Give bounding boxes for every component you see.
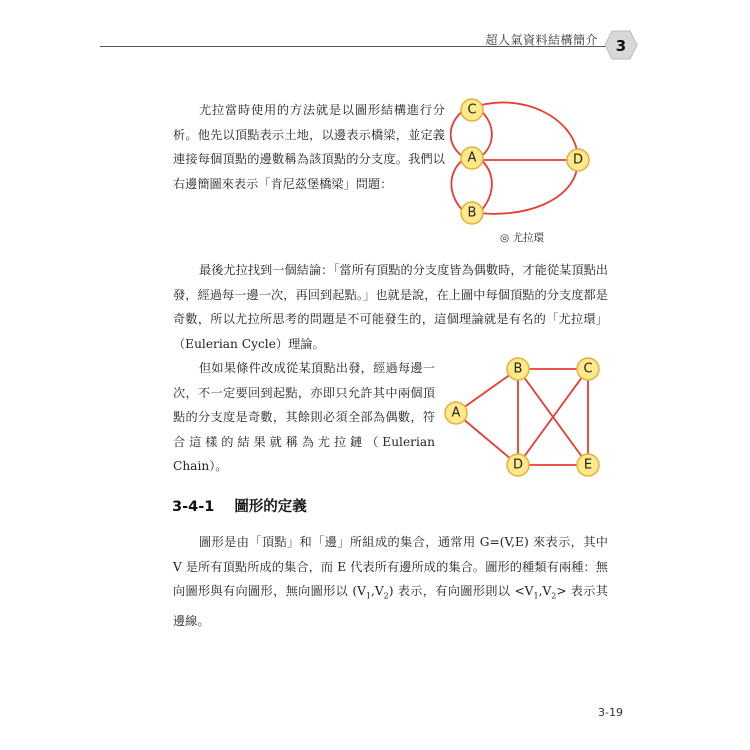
figure-caption: ◎ 尤拉環 — [500, 232, 544, 244]
section-title: 圖形的定義 — [234, 499, 307, 515]
running-header-title: 超人氣資料結構簡介 — [485, 33, 598, 47]
node-label-c: C — [467, 102, 477, 118]
euler-cycle-figure — [450, 98, 600, 228]
edge-a-b-left — [451, 158, 465, 212]
edge-a-b-right — [479, 158, 492, 212]
edge-c-d — [472, 102, 578, 160]
paragraph-euler-chain: 但如果條件改成從某頂點出發，經過每邊一次，不一定要回到起點，亦即只允許其中兩個頂點的分支度是奇數，其餘則必須全部為偶數，符合這樣的結果就稱為尤拉鏈（Eulerian Chain）。 — [173, 361, 435, 473]
node-label-a: A — [451, 405, 461, 421]
paragraph-graph-definition — [173, 530, 608, 633]
graph-definition-text-3: ) 表示，有向圖形則以 <V — [388, 584, 534, 598]
graph-definition-text-1: 圖形是由「頂點」和「邊」所組成的集合，通常用 G=(V,E) 來表示，其中 V 是所有頂點所成的集合，而 E 代表所有邊所成的集合。圖形的種類有兩種：無向圖形與有向圖形，無向圖形以 (V — [173, 535, 608, 598]
paragraph-euler-conclusion: 最後尤拉找到一個結論：「當所有頂點的分支度皆為偶數時，才能從某頂點出發，經過每一邊一次，再回到起點。」也就是說，在上圖中每個頂點的分支度都是奇數，所以尤拉所思考的問題是不可能發生的，這個理論就是有名的「尤拉環」（Eulerian Cycle）理論。 — [173, 263, 608, 351]
subscript-2: 2 — [383, 591, 389, 601]
graph-definition-text-5: > 表示其邊線。 — [173, 584, 608, 628]
chapter-number: 3 — [615, 37, 627, 55]
node-label-b: B — [467, 205, 477, 221]
paragraph-konigsberg: 尤拉當時使用的方法就是以圖形結構進行分析。他先以頂點表示土地，以邊表示橋梁，並定義連接每個頂點的邊數稱為該頂點的分支度。我們以右邊簡圖來表示「肯尼茲堡橋梁」問題： — [173, 103, 445, 191]
node-label-e: E — [583, 457, 593, 473]
chapter-tab — [604, 30, 638, 60]
edge-a-d — [456, 413, 518, 465]
section-number: 3-4-1 — [172, 499, 215, 515]
graph-definition-text-2: ,V — [370, 584, 384, 598]
node-label-c: C — [583, 361, 593, 377]
node-label-d: D — [512, 457, 524, 473]
subscript-1: 1 — [365, 591, 371, 601]
subscript-3: 1 — [533, 591, 539, 601]
node-label-d: D — [572, 152, 584, 168]
euler-chain-figure — [440, 355, 610, 480]
subscript-4: 2 — [551, 591, 557, 601]
page-number: 3-19 — [598, 706, 623, 719]
node-label-b: B — [513, 361, 523, 377]
node-label-a: A — [467, 150, 477, 166]
graph-definition-text-4: ,V — [538, 584, 552, 598]
section-heading — [172, 495, 307, 516]
